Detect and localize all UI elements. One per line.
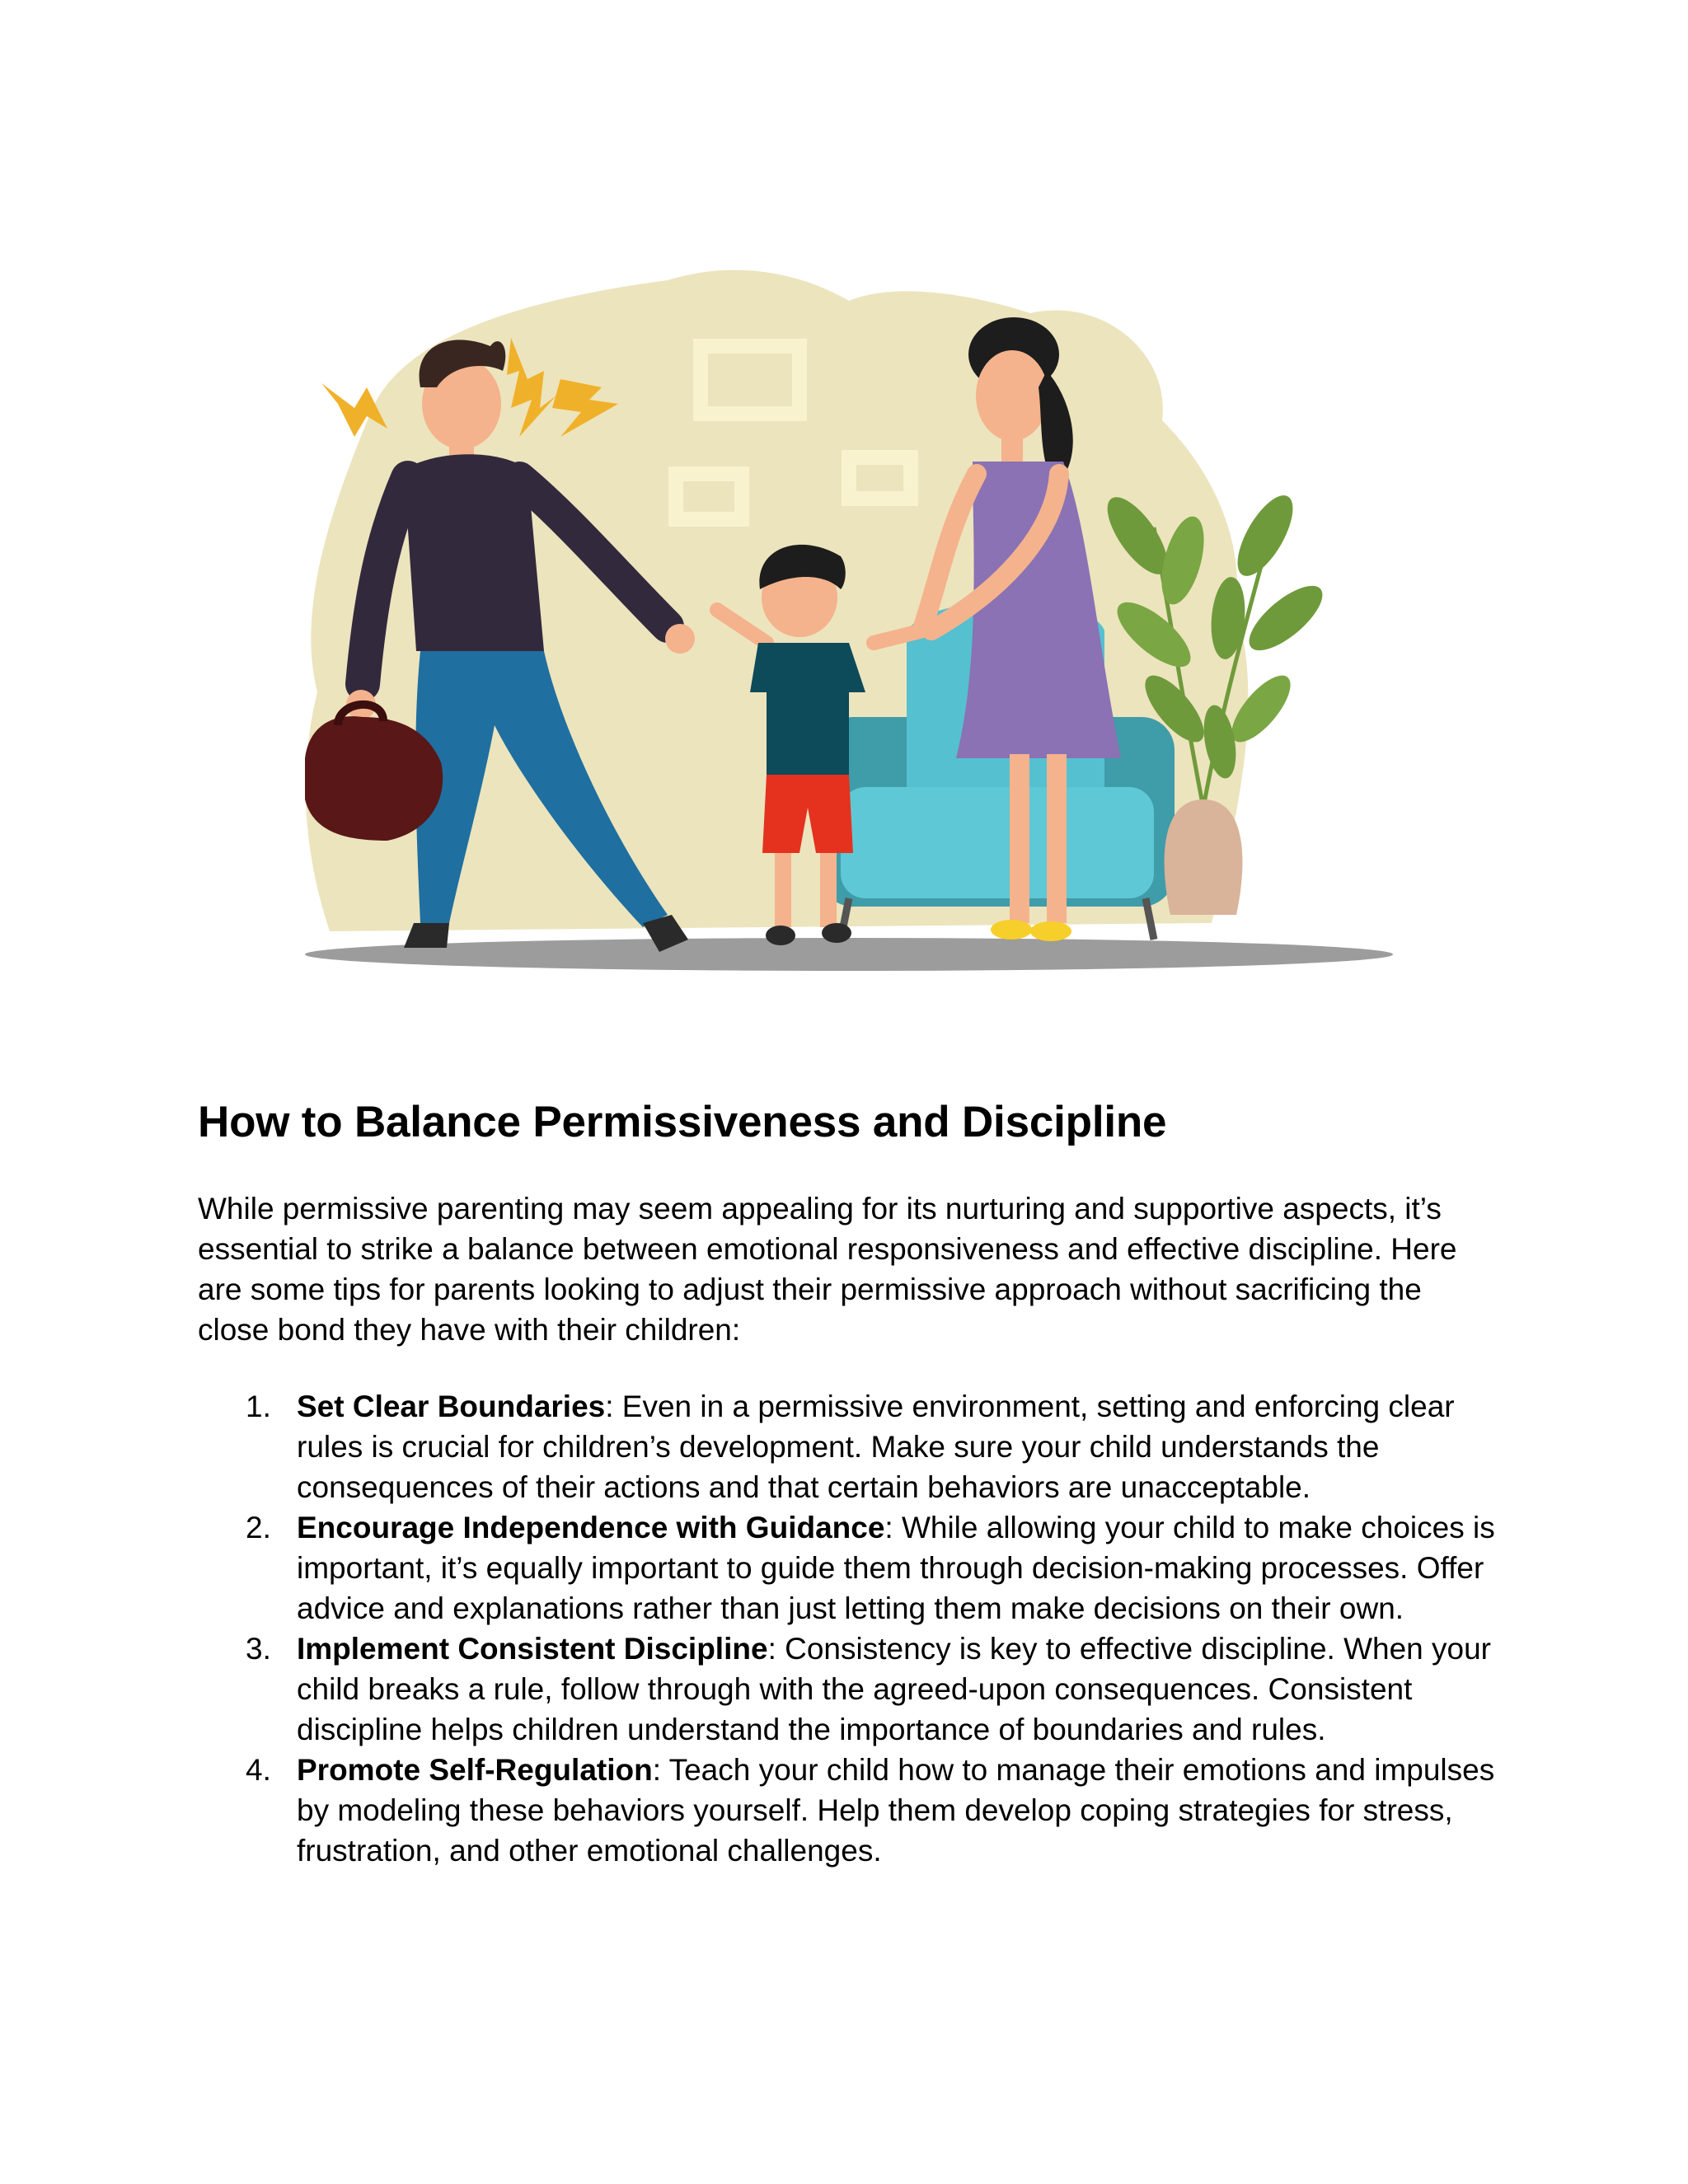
family-conflict-illustration: [272, 264, 1409, 989]
tip-heading: Set Clear Boundaries: [297, 1389, 606, 1423]
tip-heading: Encourage Independence with Guidance: [297, 1510, 885, 1544]
tip-item-3: [198, 1629, 1517, 1750]
tip-number: 3.: [246, 1631, 271, 1666]
tip-item-1: [198, 1386, 1517, 1507]
tip-heading: Implement Consistent Discipline: [297, 1631, 768, 1666]
article-title: How to Balance Permissiveness and Discipline: [198, 1098, 1167, 1146]
tip-item-4: [198, 1750, 1517, 1871]
article: [198, 1096, 1517, 1871]
tip-text: : While allowing your child to make choices is important, it’s equally important to guide them through decision-making processes. Offer advice and explanations rather than just letting them make decisions on their own.: [297, 1510, 1495, 1625]
tip-item-2: [198, 1507, 1517, 1629]
tip-text: : Teach your child how to manage their emotions and impulses by modeling these behaviors yourself. Help them develop coping strategies for stress, frustration, and other emotional challenges.: [297, 1752, 1495, 1868]
intro-paragraph: While permissive parenting may seem appealing for its nurturing and supportive aspects, it’s essential to strike a balance between emotional responsiveness and effective discipline. Here are some tips for parents looking to adjust their permissive approach without sacrificing the close bond they have with their children:: [198, 1191, 1457, 1347]
tip-number: 2.: [246, 1510, 271, 1544]
tip-heading: Promote Self-Regulation: [297, 1752, 653, 1787]
tips-list: [198, 1386, 1517, 1871]
tip-number: 1.: [246, 1389, 271, 1423]
tip-text: : Consistency is key to effective discipline. When your child breaks a rule, follow through with the agreed-upon consequences. Consistent discipline helps children understand the importance of boundaries and rules.: [297, 1631, 1491, 1746]
tip-number: 4.: [246, 1752, 271, 1787]
tip-text: : Even in a permissive environment, setting and enforcing clear rules is crucial for children’s development. Make sure your child understands the consequences of their actions and that certain behaviors are unacceptable.: [297, 1389, 1455, 1504]
floor-shadow: [305, 938, 1393, 971]
